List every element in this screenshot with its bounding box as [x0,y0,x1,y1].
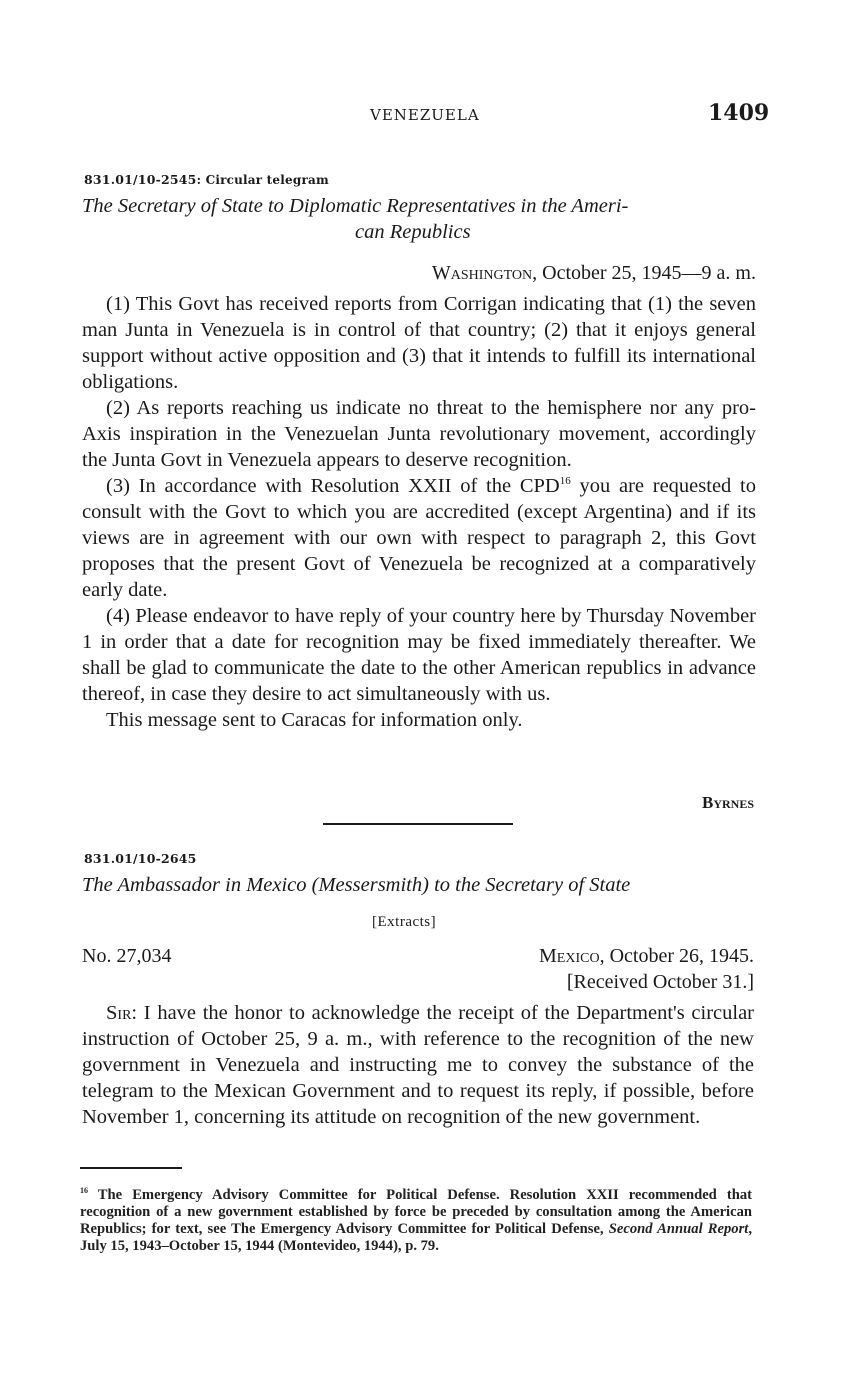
document-title-line-2: can Republics [355,221,471,243]
received-date: [Received October 31.] [566,971,754,993]
section-divider [323,823,513,825]
salutation: Sir [106,1002,132,1024]
despatch-text: : I have the honor to acknowledge the receipt of the Department's circular instruction of October 25, 9 a. m., with reference to the recognition of the new government in Venezuela and instructing me to convey the substance of the telegram to the Mexican Government and to request its reply, if possible, before November 1, concerning its attitude on recognition of the new government. [82,1002,754,1128]
footnote-rule [80,1167,182,1169]
footnote [80,1182,752,1255]
paragraph-1: (1) This Govt has received reports from Corrigan indicating that (1) the seven man Junta in Venezuela is in control of that country; (2) that it enjoys general support without active opposition and (3) that it intends to fulfill its international obligations. [82,293,756,393]
page-number: 1409 [708,100,770,126]
dateline-2-date: , October 26, 1945. [599,945,754,967]
document-title-2: The Ambassador in Mexico (Messersmith) to the Secretary of State [82,874,631,896]
dateline-date: , October 25, 1945—9 a. m. [532,262,756,284]
paragraph-3 [82,473,756,603]
dateline [432,262,756,285]
footnote-mark: 16 [80,1186,88,1195]
file-number-note: : Circular telegram [196,173,329,187]
paragraph-5: This message sent to Caracas for information only. [106,709,523,731]
footnote-title: Second Annual Report [608,1220,749,1237]
footnote-text-end: , July 15, 1943–October 15, 1944 (Montevideo, 1944), p. 79. [80,1220,752,1254]
footnote-text-start: The Emergency Advisory Committee for Political Defense. Resolution XXII recommended that recognition of a new government established by force be preceded by consultation among the American Republics; for text, see The Emergency Advisory Committee for Political Defense, [80,1186,752,1237]
dateline-2 [539,945,754,968]
file-number-code: 831.01/10-2545 [84,172,197,187]
running-head: VENEZUELA [370,106,480,124]
paragraph-3-end: you are requested to consult with the Govt to which you are accredited (except Argentina) and if its views are in agreement with our own with respect to paragraph 2, this Govt proposes that the present Govt of Venezuela be recognized at a comparatively early date. [82,475,756,601]
dateline-place: Washington [431,262,533,284]
footnote-reference: 16 [559,475,571,488]
despatch-body [82,1000,754,1130]
signature: Byrnes [701,793,754,812]
paragraph-2: (2) As reports reaching us indicate no threat to the hemisphere nor any pro-Axis inspiration in the Venezuelan Junta revolutionary movement, accordingly the Junta Govt in Venezuela appears to deserve recognition. [82,397,756,471]
paragraph-4: (4) Please endeavor to have reply of your country here by Thursday November 1 in order that a date for recognition may be fixed immediately thereafter. We shall be glad to communicate the date to the other American republics in advance thereof, in case they desire to act simultaneously with us. [82,605,756,705]
file-number [84,172,329,187]
extracts-label: [Extracts] [372,914,437,930]
file-number-2: 831.01/10-2645 [84,851,197,866]
document-title-line-1: The Secretary of State to Diplomatic Representatives in the Ameri- [82,195,629,217]
paragraph-3-start: (3) In accordance with Resolution XXII of the CPD [106,475,560,497]
despatch-number: No. 27,034 [82,945,172,967]
despatch-paragraph [82,1000,754,1130]
telegram-body [82,291,756,733]
dateline-2-place: Mexico [539,945,600,967]
